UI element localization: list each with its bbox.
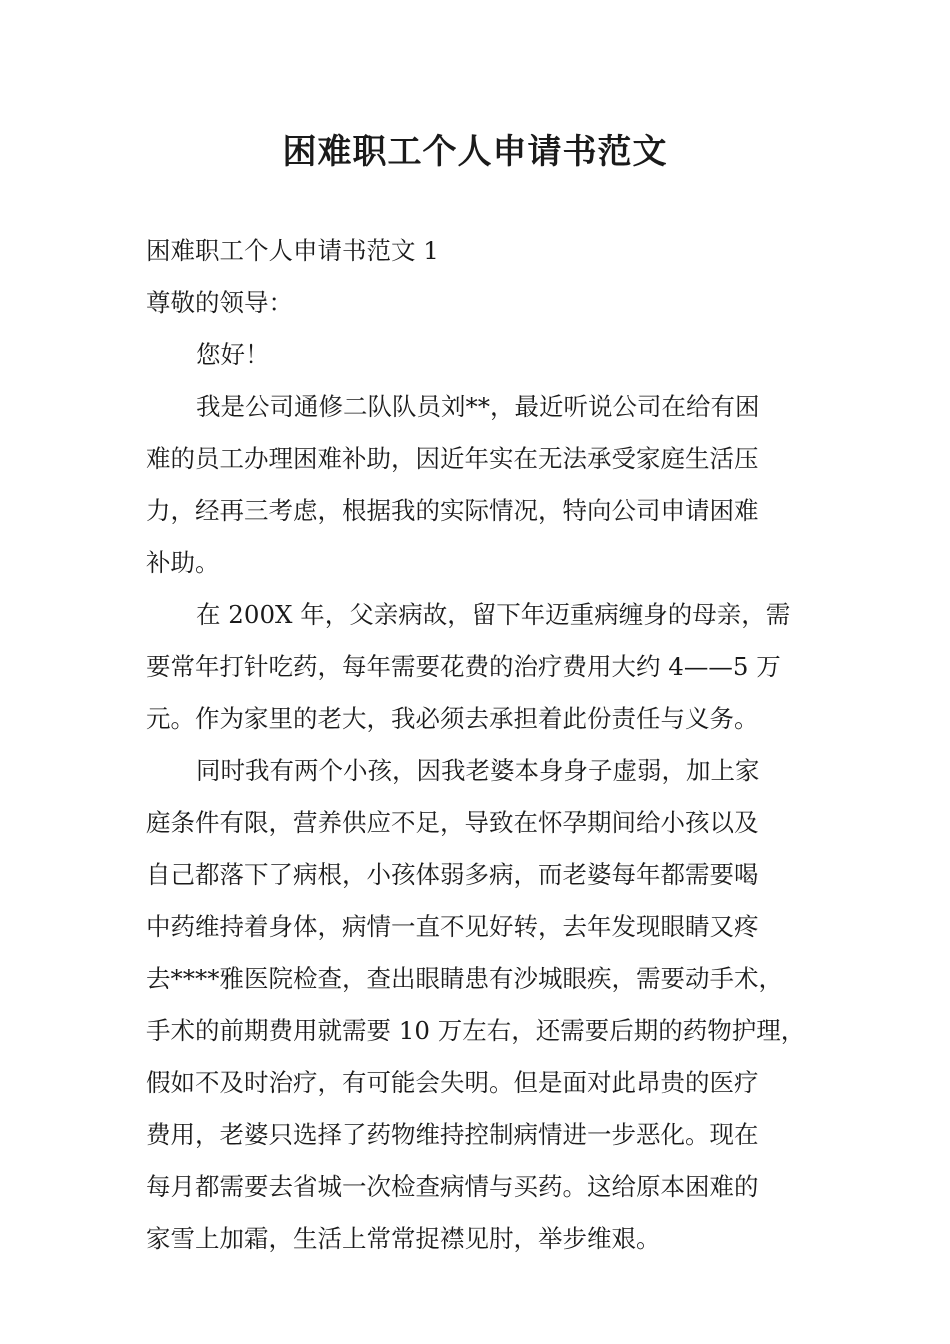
paragraph-3 — [146, 745, 826, 1265]
paragraph-line: 要常年打针吃药，每年需要花费的治疗费用大约 4——5 万 — [146, 652, 781, 681]
salutation: 尊敬的领导： — [146, 288, 293, 317]
paragraph-line: 力，经再三考虑，根据我的实际情况，特向公司申请困难 — [146, 496, 759, 525]
paragraph-line: 同时我有两个小孩，因我老婆本身身子虚弱，加上家 — [196, 756, 760, 785]
paragraph-line: 自己都落下了病根，小孩体弱多病，而老婆每年都需要喝 — [146, 860, 759, 889]
paragraph-line: 补助。 — [146, 548, 220, 577]
document-title: 困难职工个人申请书范文 — [282, 132, 668, 172]
paragraph-2 — [146, 589, 826, 745]
document-body — [146, 225, 826, 1265]
paragraph-line: 我是公司通修二队队员刘**，最近听说公司在给有困 — [196, 392, 760, 421]
paragraph-line: 在 200X 年，父亲病故，留下年迈重病缠身的母亲，需 — [196, 600, 791, 629]
paragraph-1 — [146, 381, 826, 589]
paragraph-line: 庭条件有限，营养供应不足，导致在怀孕期间给小孩以及 — [146, 808, 759, 837]
paragraph-line: 手术的前期费用就需要 10 万左右，还需要后期的药物护理， — [146, 1016, 806, 1045]
paragraph-line: 元。作为家里的老大，我必须去承担着此份责任与义务。 — [146, 704, 759, 733]
paragraph-line: 假如不及时治疗，有可能会失明。但是面对此昂贵的医疗 — [146, 1068, 759, 1097]
paragraph-line: 家雪上加霜，生活上常常捉襟见肘，举步维艰。 — [146, 1224, 661, 1253]
paragraph-line: 每月都需要去省城一次检查病情与买药。这给原本困难的 — [146, 1172, 759, 1201]
document-subtitle: 困难职工个人申请书范文 1 — [146, 236, 439, 265]
greeting: 您好！ — [196, 340, 270, 369]
paragraph-line: 中药维持着身体，病情一直不见好转，去年发现眼睛又疼 — [146, 912, 759, 941]
paragraph-line: 去****雅医院检查，查出眼睛患有沙城眼疾，需要动手术， — [146, 964, 783, 993]
paragraph-line: 费用，老婆只选择了药物维持控制病情进一步恶化。现在 — [146, 1120, 759, 1149]
paragraph-line: 难的员工办理困难补助，因近年实在无法承受家庭生活压 — [146, 444, 759, 473]
